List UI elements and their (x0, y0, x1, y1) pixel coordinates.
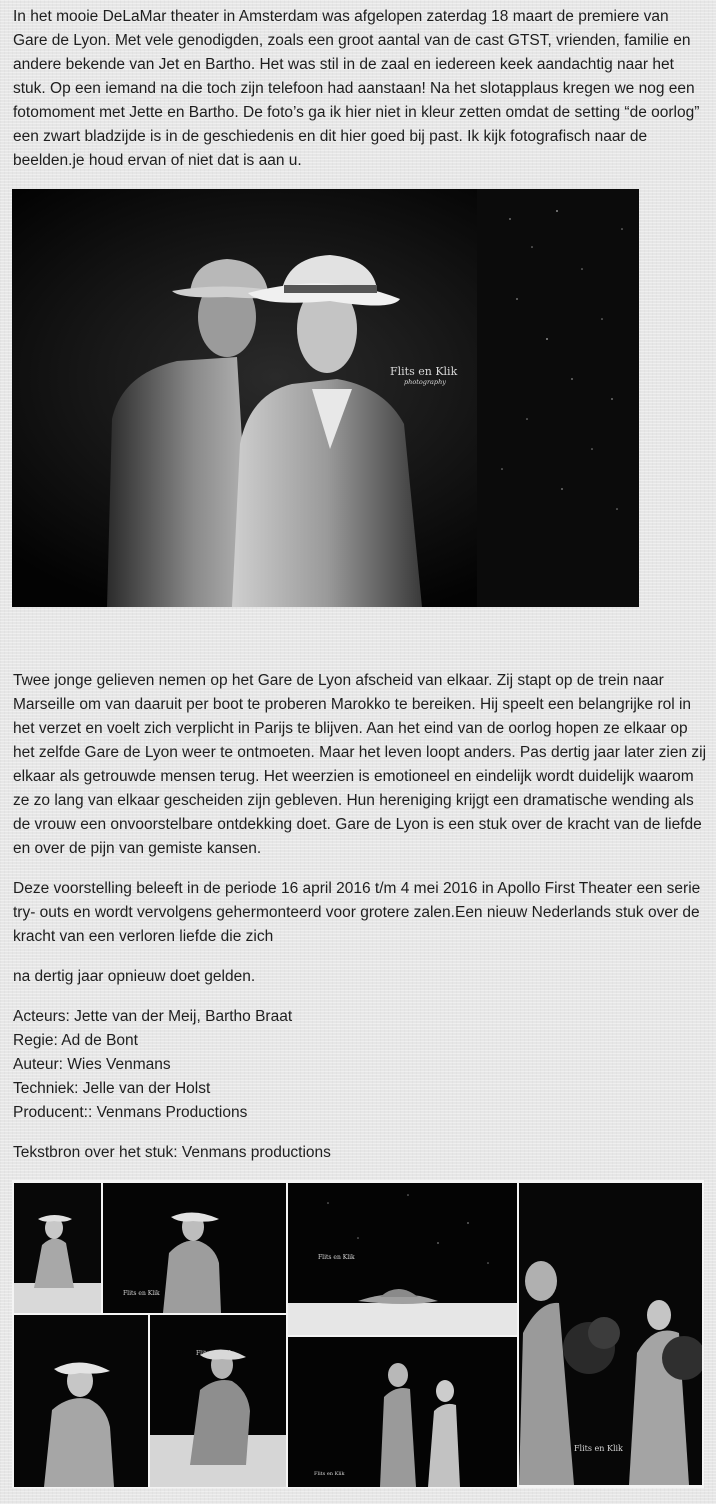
gallery-photo-6[interactable] (150, 1315, 286, 1487)
watermark-line2: photography (404, 378, 446, 386)
intro-paragraph: In het mooie DeLaMar theater in Amsterdam was afgelopen zaterdag 18 maart de premiere van Gare de Lyon. Met vele genodigden, zoals een groot aantal van de cast GTST, vrienden, familie en andere bekende van Jet en Bartho. Het was stil in de zaal en iedereen keek aandachtig naar het stuk. Op een iemand na die toch zijn telefoon had aanstaan! Na het slotapplaus kregen we nog een fotomoment met Jette en Bartho. De foto’s ga ik hier niet in kleur zetten omdat de setting “de oorlog” een zwart bladzijde is in de geschiedenis en dit hier goed bij past. Ik kijk fotografisch naar de beelden.je houd ervan of niet dat is aan u. (13, 8, 700, 169)
photo-gallery (12, 1180, 704, 1488)
watermark-small-3: Flits en Klik (318, 1254, 355, 1261)
gallery-photo-7[interactable] (288, 1337, 517, 1487)
credit-technique: Techniek: Jelle van der Holst (13, 1080, 211, 1097)
credit-director: Regie: Ad de Bont (13, 1032, 138, 1049)
credit-author: Auteur: Wies Venmans (13, 1056, 171, 1073)
watermark-small-7: Flits en Klik (314, 1471, 345, 1477)
source-paragraph: Tekstbron over het stuk: Venmans productions (13, 1144, 331, 1161)
gallery-photo-1[interactable] (14, 1183, 101, 1313)
gallery-photo-5[interactable] (14, 1315, 148, 1487)
credit-actors: Acteurs: Jette van der Meij, Bartho Braat (13, 1008, 293, 1025)
hero-photo (12, 189, 639, 607)
watermark-line1: Flits en Klik (390, 365, 458, 378)
credits-list (13, 1005, 708, 1125)
performance-end-paragraph: na dertig jaar opnieuw doet gelden. (13, 968, 256, 985)
gallery-photo-4[interactable] (519, 1183, 702, 1485)
credit-producer: Producent:: Venmans Productions (13, 1104, 248, 1121)
gallery-photo-2[interactable] (103, 1183, 286, 1313)
watermark-small-4: Flits en Klik (574, 1444, 623, 1453)
performance-paragraph: Deze voorstelling beleeft in de periode 16 april 2016 t/m 4 mei 2016 in Apollo First Theater een serie try- outs en wordt vervolgens gehermonteerd voor grotere zalen.Een nieuw Nederlands stuk over de kracht van een verloren liefde die zich (13, 880, 701, 945)
watermark-small-2: Flits en Klik (123, 1290, 160, 1297)
watermark-small-6: Flits en Klik (196, 1350, 233, 1357)
gallery-photo-3[interactable] (288, 1183, 517, 1335)
synopsis-paragraph: Twee jonge gelieven nemen op het Gare de Lyon afscheid van elkaar. Zij stapt op de trein naar Marseille om van daaruit per boot te proberen Marokko te bereiken. Hij speelt een belangrijke rol in het verzet en voelt zich verplicht in Parijs te blijven. Aan het eind van de oorlog hopen ze elkaar op het zelfde Gare de Lyon weer te ontmoeten. Maar het leven loopt anders. Pas dertig jaar later zien zij elkaar als getrouwde mensen terug. Het weerzien is emotioneel en eindelijk wordt duidelijk waarom ze zo lang van elkaar gescheiden zijn gebleven. Hun hereniging krijgt een dramatische wending als de vrouw een onvoorstelbare ontdekking doet. Gare de Lyon is een stuk over de kracht van de liefde en over de pijn van gemiste kansen. (13, 672, 707, 857)
